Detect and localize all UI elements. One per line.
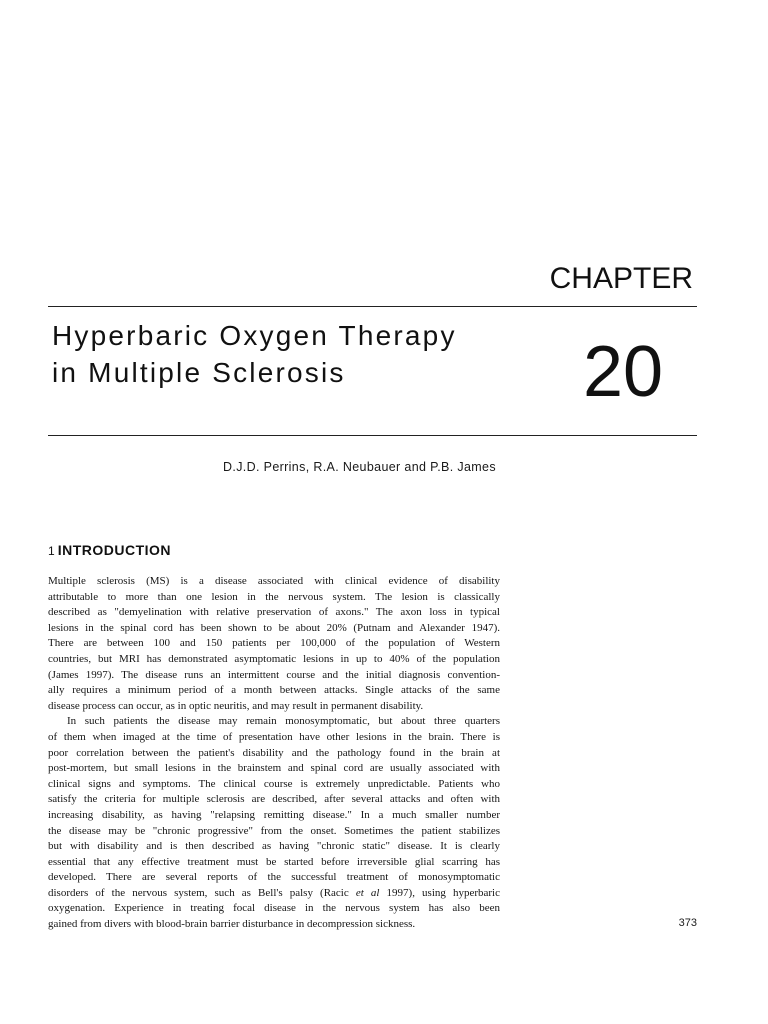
paragraph-1 xyxy=(48,574,500,714)
body-line: increasing disability, as having "relapsing remitting disease." In a much smaller number xyxy=(48,808,500,821)
body-line: disease process can occur, as in optic neuritis, and may result in permanent disability. xyxy=(48,699,424,712)
section-title: INTRODUCTION xyxy=(57,542,172,558)
bottom-rule xyxy=(48,435,697,436)
body-line: clinical signs and symptoms. The clinical course is extremely unpredictable. Patients who xyxy=(48,777,500,790)
chapter-number: 20 xyxy=(583,332,664,412)
body-line: the disease may be "chronic progressive" from the onset. Sometimes the patient stabilizes xyxy=(48,824,500,837)
body-line: post-mortem, but small lesions in the brainstem and spinal cord are usually associated with xyxy=(48,762,500,775)
body-line: Multiple sclerosis (MS) is a disease associated with clinical evidence of disability xyxy=(48,575,500,587)
authors-line: D.J.D. Perrins, R.A. Neubauer and P.B. James xyxy=(223,460,496,474)
body-line: countries, but MRI has demonstrated asymptomatic lesions in up to 40% of the population xyxy=(48,652,500,665)
section-heading xyxy=(48,542,171,559)
body-line: lesions in the spinal cord has been shown to be about 20% (Putnam and Alexander 1947). xyxy=(48,621,500,634)
chapter-title-line-2: in Multiple Sclerosis xyxy=(52,357,346,388)
section-number: 1 xyxy=(48,544,55,558)
body-line: developed. There are several reports of the successful treatment of monosymptomatic xyxy=(48,871,500,884)
body-line: attributable to more than one lesion in the nervous system. The lesion is classically xyxy=(48,590,500,603)
body-line: In such patients the disease may remain monosymptomatic, but about three quarters xyxy=(67,715,500,728)
body-line: oxygenation. Experience in treating focal disease in the nervous system has also been xyxy=(48,902,500,915)
chapter-label: CHAPTER xyxy=(549,262,693,295)
chapter-title xyxy=(52,317,457,391)
body-line: gained from divers with blood-brain barrier disturbance in decompression sickness. xyxy=(48,918,416,931)
body-line: ally requires a minimum period of a month between attacks. Single attacks of the same xyxy=(48,684,500,697)
body-line: poor correlation between the patient's disability and the pathology found in the brain at xyxy=(48,746,500,759)
paragraph-2 xyxy=(48,714,500,932)
body-line-segment: disorders of the nervous system, such as Bell's palsy (Racic xyxy=(48,886,356,899)
body-line xyxy=(48,886,500,902)
page-number: 373 xyxy=(678,917,697,929)
body-line: of them when imaged at the time of presentation have other lesions in the brain. There is xyxy=(48,730,500,743)
body-line: (James 1997). The disease runs an intermittent course and the initial diagnosis convention- xyxy=(48,668,500,681)
body-line: satisfy the criteria for multiple sclerosis are described, after several attacks and often with xyxy=(48,793,500,806)
body-line: described as "demyelination with relative preservation of axons." The axon loss in typical xyxy=(48,606,500,619)
body-line: essential that any effective treatment must be started before irreversible glial scarring has xyxy=(48,855,500,868)
body-line-segment: 1997), using hyperbaric xyxy=(379,886,500,899)
body-text xyxy=(48,574,500,933)
citation-et-al: et al xyxy=(355,886,380,899)
chapter-title-line-1: Hyperbaric Oxygen Therapy xyxy=(52,320,457,351)
body-line: There are between 100 and 150 patients per 100,000 of the population of Western xyxy=(48,637,500,650)
top-rule xyxy=(48,306,697,307)
body-line: but with disability and is then described as having "chronic static" disease. It is clearly xyxy=(48,840,500,853)
